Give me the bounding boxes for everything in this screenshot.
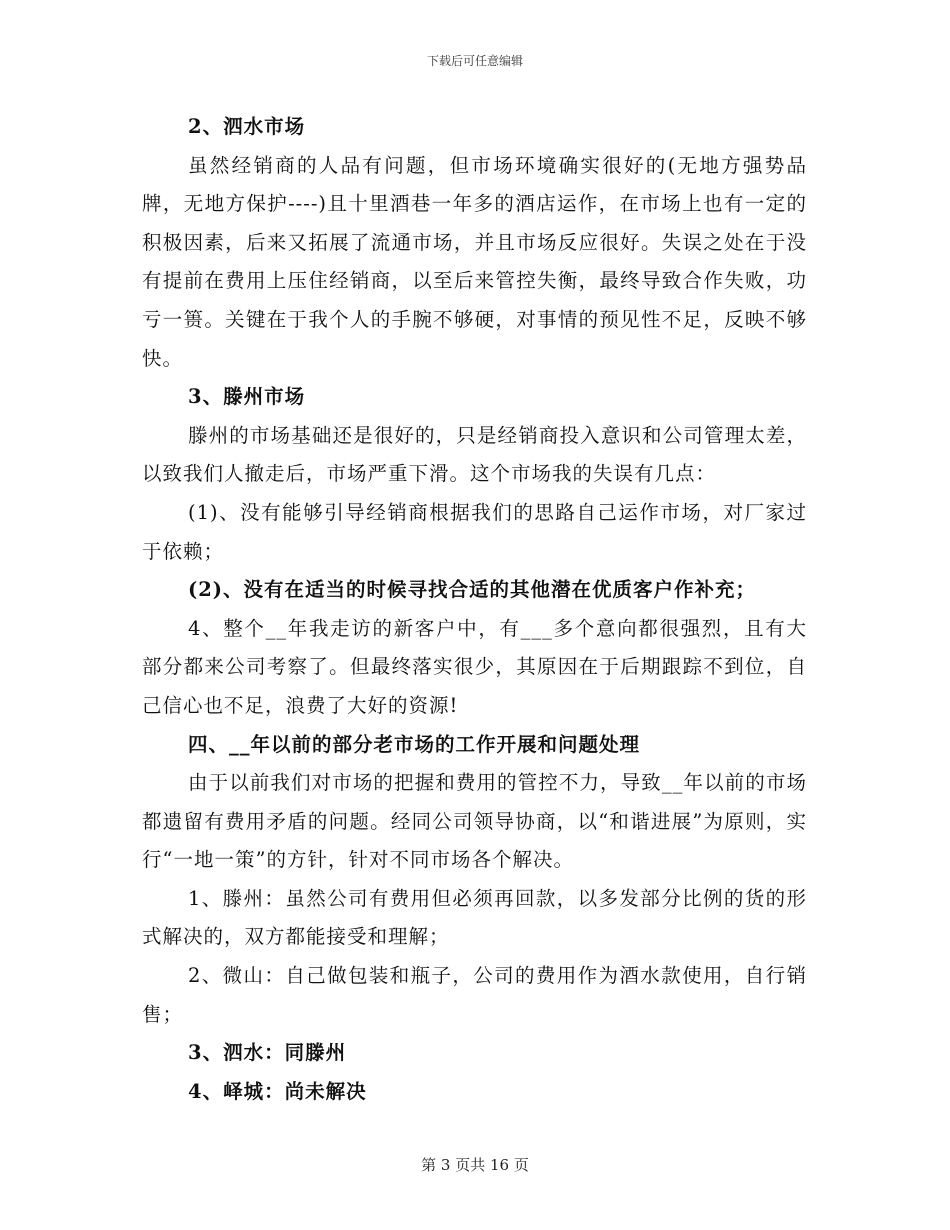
section-heading-tengzhou: 3、滕州市场 xyxy=(188,385,306,409)
paragraph-old-markets: 由于以前我们对市场的把握和费用的管控不力，导致__年以前的市场都遗留有费用矛盾的问题。经同公司领导协商，以“和谐进展”为原则，实行“一地一策”的方针，针对不同市场各个解决。 xyxy=(142,771,807,872)
paragraph-sishui: 虽然经销商的人品有问题，但市场环境确实很好的(无地方强势品牌，无地方保护----)且十里酒巷一年多的酒店运作，在市场上也有一定的积极因素，后来又拓展了流通市场，并且市场反应很好。失误之处在于没有提前在费用上压住经销商，以至后来管控失衡，最终导致合作失败，功亏一篑。关键在于我个人的手腕不够硬，对事情的预见性不足，反映不够快。 xyxy=(142,153,807,370)
document-body xyxy=(142,108,807,1111)
paragraph-new-clients: 4、整个__年我走访的新客户中，有___多个意向都很强烈，且有大部分都来公司考察了。但最终落实很少，其原因在于后期跟踪不到位，自己信心也不足，浪费了大好的资源! xyxy=(142,616,807,717)
paragraph-item-sishui: 3、泗水：同滕州 xyxy=(188,1041,347,1065)
paragraph-item-tengzhou: 1、滕州：虽然公司有费用但必须再回款，以多发部分比例的货的形式解决的，双方都能接受和理解； xyxy=(142,886,807,949)
page-footer: 第 3 页共 16 页 xyxy=(421,1156,529,1174)
page-header: 下载后可任意编辑 xyxy=(426,54,523,68)
paragraph-point-2: (2)、没有在适当的时候寻找合适的其他潜在优质客户作补充； xyxy=(188,578,757,602)
paragraph-point-1: (1)、没有能够引导经销商根据我们的思路自己运作市场，对厂家过于依赖； xyxy=(142,500,807,563)
paragraph-item-weishan: 2、微山：自己做包装和瓶子，公司的费用作为酒水款使用，自行销售； xyxy=(142,964,807,1026)
section-heading-sishui: 2、泗水市场 xyxy=(188,115,306,138)
section-heading-old-markets: 四、__年以前的部分老市场的工作开展和问题处理 xyxy=(188,732,641,756)
paragraph-tengzhou: 滕州的市场基础还是很好的，只是经销商投入意识和公司管理太差，以致我们人撤走后，市场严重下滑。这个市场我的失误有几点： xyxy=(142,423,807,486)
paragraph-item-yicheng: 4、峄城：尚未解决 xyxy=(188,1079,367,1103)
